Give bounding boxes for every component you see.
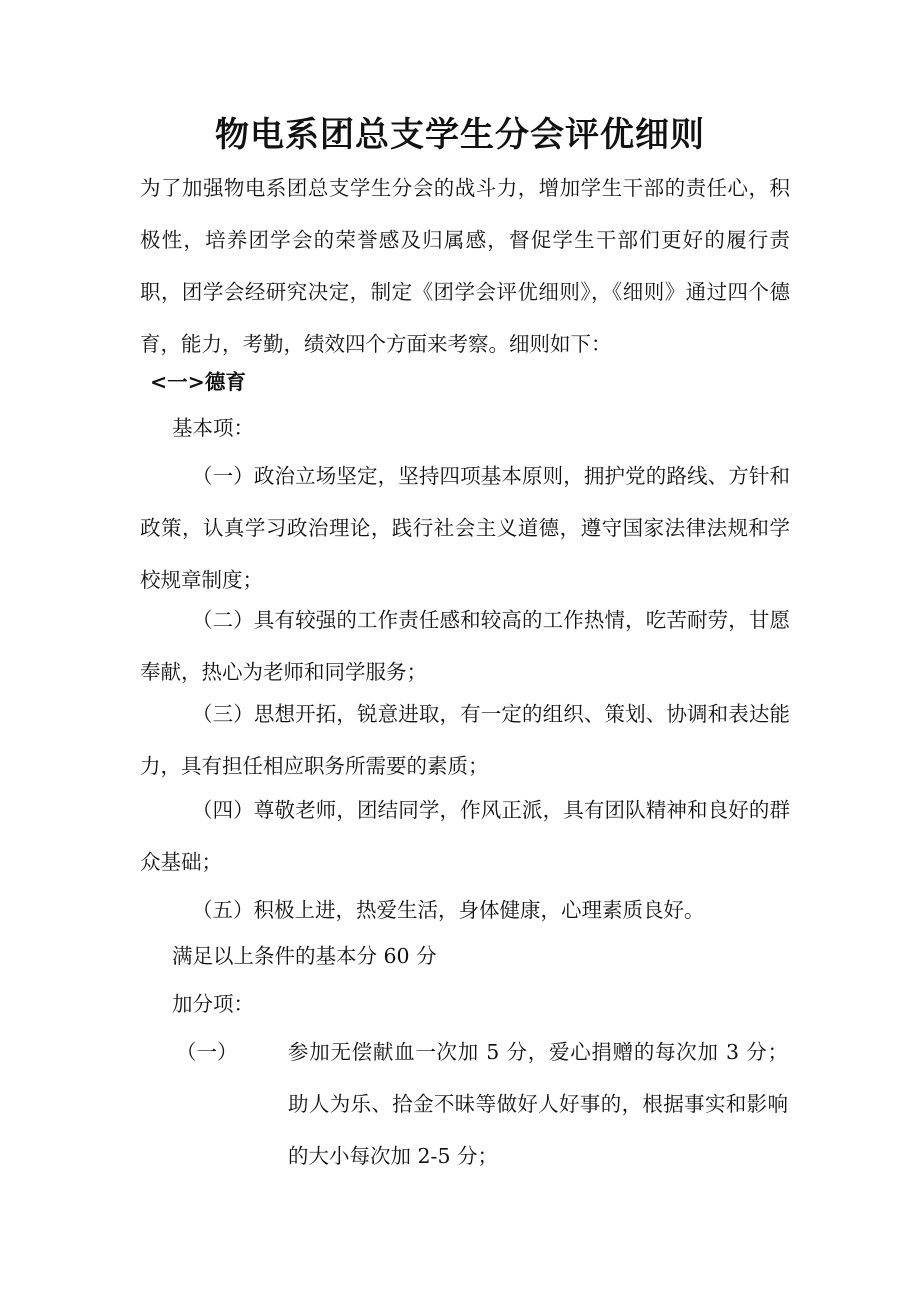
bonus-item-1-number: （一） — [176, 1040, 238, 1064]
basic-score-line: 满足以上条件的基本分 60 分 — [172, 944, 437, 968]
bonus-items-label: 加分项： — [172, 992, 254, 1016]
basic-item-4: （四）尊敬老师，团结同学，作风正派，具有团队精神和良好的群众基础； — [140, 798, 790, 874]
intro-paragraph: 为了加强物电系团总支学生分会的战斗力，增加学生干部的责任心，积极性，培养团学会的荣誉感及归属感，督促学生干部们更好的履行责职，团学会经研究决定，制定《团学会评优细则》，《细则》通过四个德育，能力，考勤，绩效四个方面来考察。细则如下： — [140, 176, 790, 356]
basic-item-3: （三）思想开拓，锐意进取，有一定的组织、策划、协调和表达能力，具有担任相应职务所需要的素质； — [140, 702, 790, 778]
bonus-item-1-text: 参加无偿献血一次加 5 分，爱心捐赠的每次加 3 分；助人为乐、拾金不昧等做好人好事的，根据事实和影响的大小每次加 2-5 分； — [288, 1040, 788, 1168]
basic-items-label: 基本项： — [172, 416, 254, 440]
basic-item-5: （五）积极上进，热爱生活，身体健康，心理素质良好。 — [192, 898, 705, 922]
basic-item-1: （一）政治立场坚定，坚持四项基本原则，拥护党的路线、方针和政策，认真学习政治理论，践行社会主义道德，遵守国家法律法规和学校规章制度； — [140, 464, 790, 592]
document-title: 物电系团总支学生分会评优细则 — [215, 115, 705, 155]
basic-item-2: （二）具有较强的工作责任感和较高的工作热情，吃苦耐劳，甘愿奉献，热心为老师和同学服务； — [140, 608, 790, 684]
section-heading: <一>德育 — [150, 370, 246, 394]
